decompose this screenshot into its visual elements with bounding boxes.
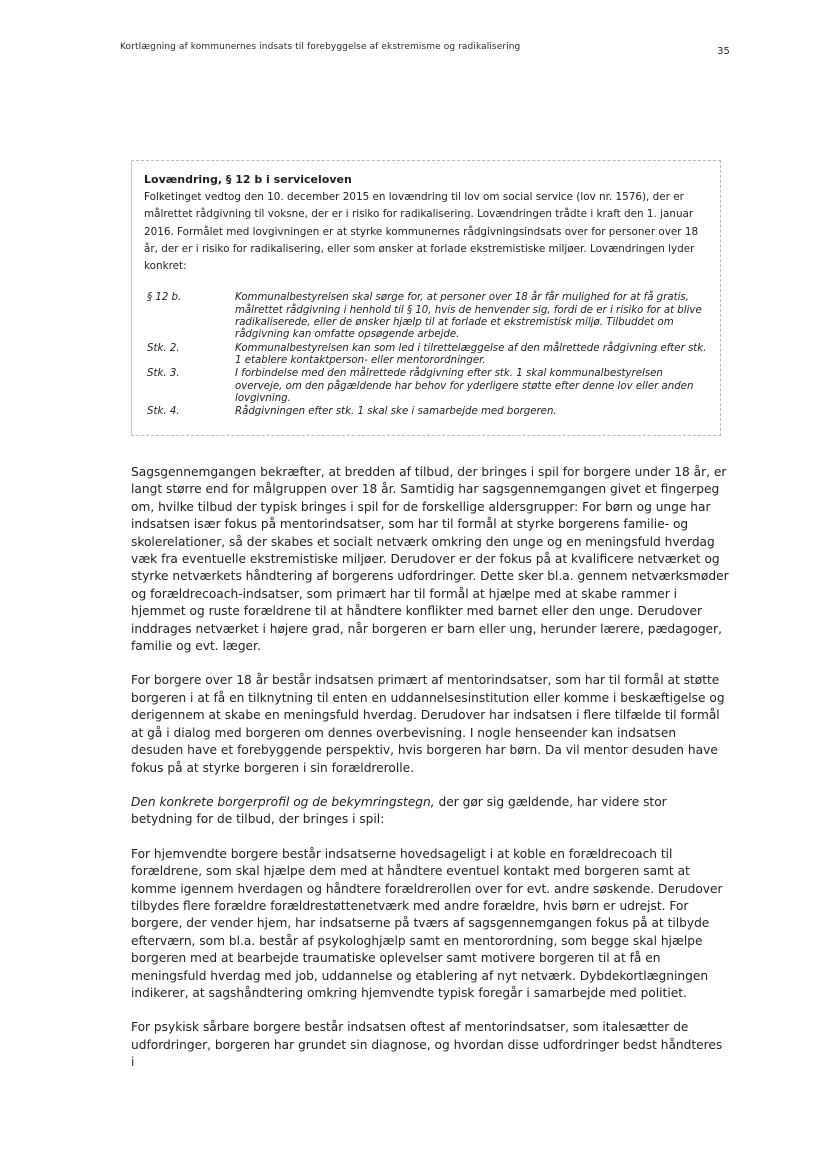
paragraph: For borgere over 18 år består indsatsen primært af mentorindsatser, som har til formål at støtte borgeren i at få en tilknytning til enten en uddannelsesinstitution eller komme i beskæftigelse og derigennem at skabe en meningsfuld hverdag. Derudover har indsatsen i flere tilfælde til formål at gå i dialog med borgeren om dennes overbevisning. I nogle henseender kan indsatsen desuden have et forebyggende perspektiv, hvis borgeren har børn. Da vil mentor desuden have fokus på at styrke borgeren i sin forældrerolle. [131,673,725,775]
box-intro: Folketinget vedtog den 10. december 2015 en lovændring til lov om social service (lov nr. 1576), der er målrettet rådgivning til voksne, der er i risiko for radikalisering. Lovændringen trådte i kraft den 1. januar 2016. Formålet med lovgivningen er at styrke kommunernes rådgivningsindsats over for personer over 18 år, der er i risiko for radikalisering, eller som ønsker at forlade ekstremistiske miljøer. Lovændringen lyder konkret: [144,191,699,273]
law-row-label: § 12 b. [147,292,182,304]
law-row [144,406,708,418]
emphasis: Den konkrete borgerprofil og de bekymringstegn, [131,794,435,809]
law-row-label: Stk. 4. [147,406,180,418]
paragraph: For hjemvendte borgere består indsatserne hovedsageligt i at koble en forældrecoach til forældrene, som skal hjælpe dem med at håndtere eventuel kontakt med borgeren samt at komme igennem hverdagen og håndtere forældrerollen over for evt. andre søskende. Derudover tilbydes flere forældre forældrestøttenetværk med andre forældre, hvis børn er udrejst. For borgere, der vender hjem, har indsatserne på tværs af sagsgennemgangen fokus på at tilbyde efterværn, som bl.a. består af psykologhjælp samt en mentorordning, som begge skal hjælpe borgeren med at bearbejde traumatiske oplevelser samt motivere borgeren til at få en meningsfuld hverdag med job, uddannelse og etablering af nyt netværk. Dybdekortlægningen indikerer, at sagshåndtering omkring hjemvendte typisk foregår i samarbejde med politiet. [131,846,723,1000]
law-row-text: Rådgivningen efter stk. 1 skal ske i samarbejde med borgeren. [235,406,557,418]
running-title: Kortlægning af kommunernes indsats til forebyggelse af ekstremisme og radikalisering [120,42,521,52]
body-text [131,464,729,1072]
law-row-label: Stk. 3. [147,368,180,380]
page-number: 35 [717,46,730,57]
law-row-text: I forbindelse med den målrettede rådgivning efter stk. 1 skal kommunalbestyrelsen overveje, om den pågældende har behov for yderligere støtte efter denne lov eller anden lovgivning. [235,368,694,404]
paragraph: Sagsgennemgangen bekræfter, at bredden af tilbud, der bringes i spil for borgere under 18 år, er langt større end for målgruppen over 18 år. Samtidig har sagsgennemgangen givet et fingerpeg om, hvilke tilbud der typisk bringes i spil for de forskellige aldersgrupper: For børn og unge har indsatsen især fokus på mentorindsatser, som har til formål at styrke borgerens familie- og skolerelationer, så der skabes et socialt netværk omkring den unge og en meningsfuld hverdag væk fra eventuelle ekstremistiske miljøer. Derudover er der fokus på at kvalificere netværket og styrke netværkets håndtering af borgerens udfordringer. Dette sker bl.a. gennem netværksmøder og forældrecoach-indsatser, som primært har til formål at hjælpe med at skabe rammer i hjemmet og ruste forældrene til at håndtere konflikter med barnet eller den unge. Derudover inddrages netværket i højere grad, når borgeren er barn eller ung, herunder lærere, pædagoger, familie og evt. læger. [131,465,729,654]
paragraph-rest: der gør sig gældende, har videre stor betydning for de tilbud, der bringes i spil: [131,794,667,827]
law-amendment-box [131,160,721,436]
paragraph: For psykisk sårbare borgere består indsatsen oftest af mentorindsatser, som italesætter de udfordringer, borgeren har grundet sin diagnose, og hvordan disse udfordringer bedst håndteres i [131,1020,723,1070]
law-text [144,292,708,418]
law-row-label: Stk. 2. [147,342,180,354]
box-heading: Lovændring, § 12 b i serviceloven [144,173,352,186]
law-row [144,343,708,368]
law-row [144,292,708,341]
law-row-text: Kommunalbestyrelsen kan som led i tilrettelæggelse af den målrettede rådgivning efter stk. 1 etablere kontaktperson- eller mentorordninger. [235,342,707,366]
law-row-text: Kommunalbestyrelsen skal sørge for, at personer over 18 år får mulighed for at få gratis, målrettet rådgivning i henhold til § 10, hvis de henvender sig, fordi de er i risiko for at blive radikaliserede, eller de ønsker hjælp til at forlade et ekstremistisk miljø. Tilbuddet om rådgivning kan omfatte opsøgende arbejde. [235,292,702,341]
paragraph [131,794,729,829]
law-row [144,368,708,405]
